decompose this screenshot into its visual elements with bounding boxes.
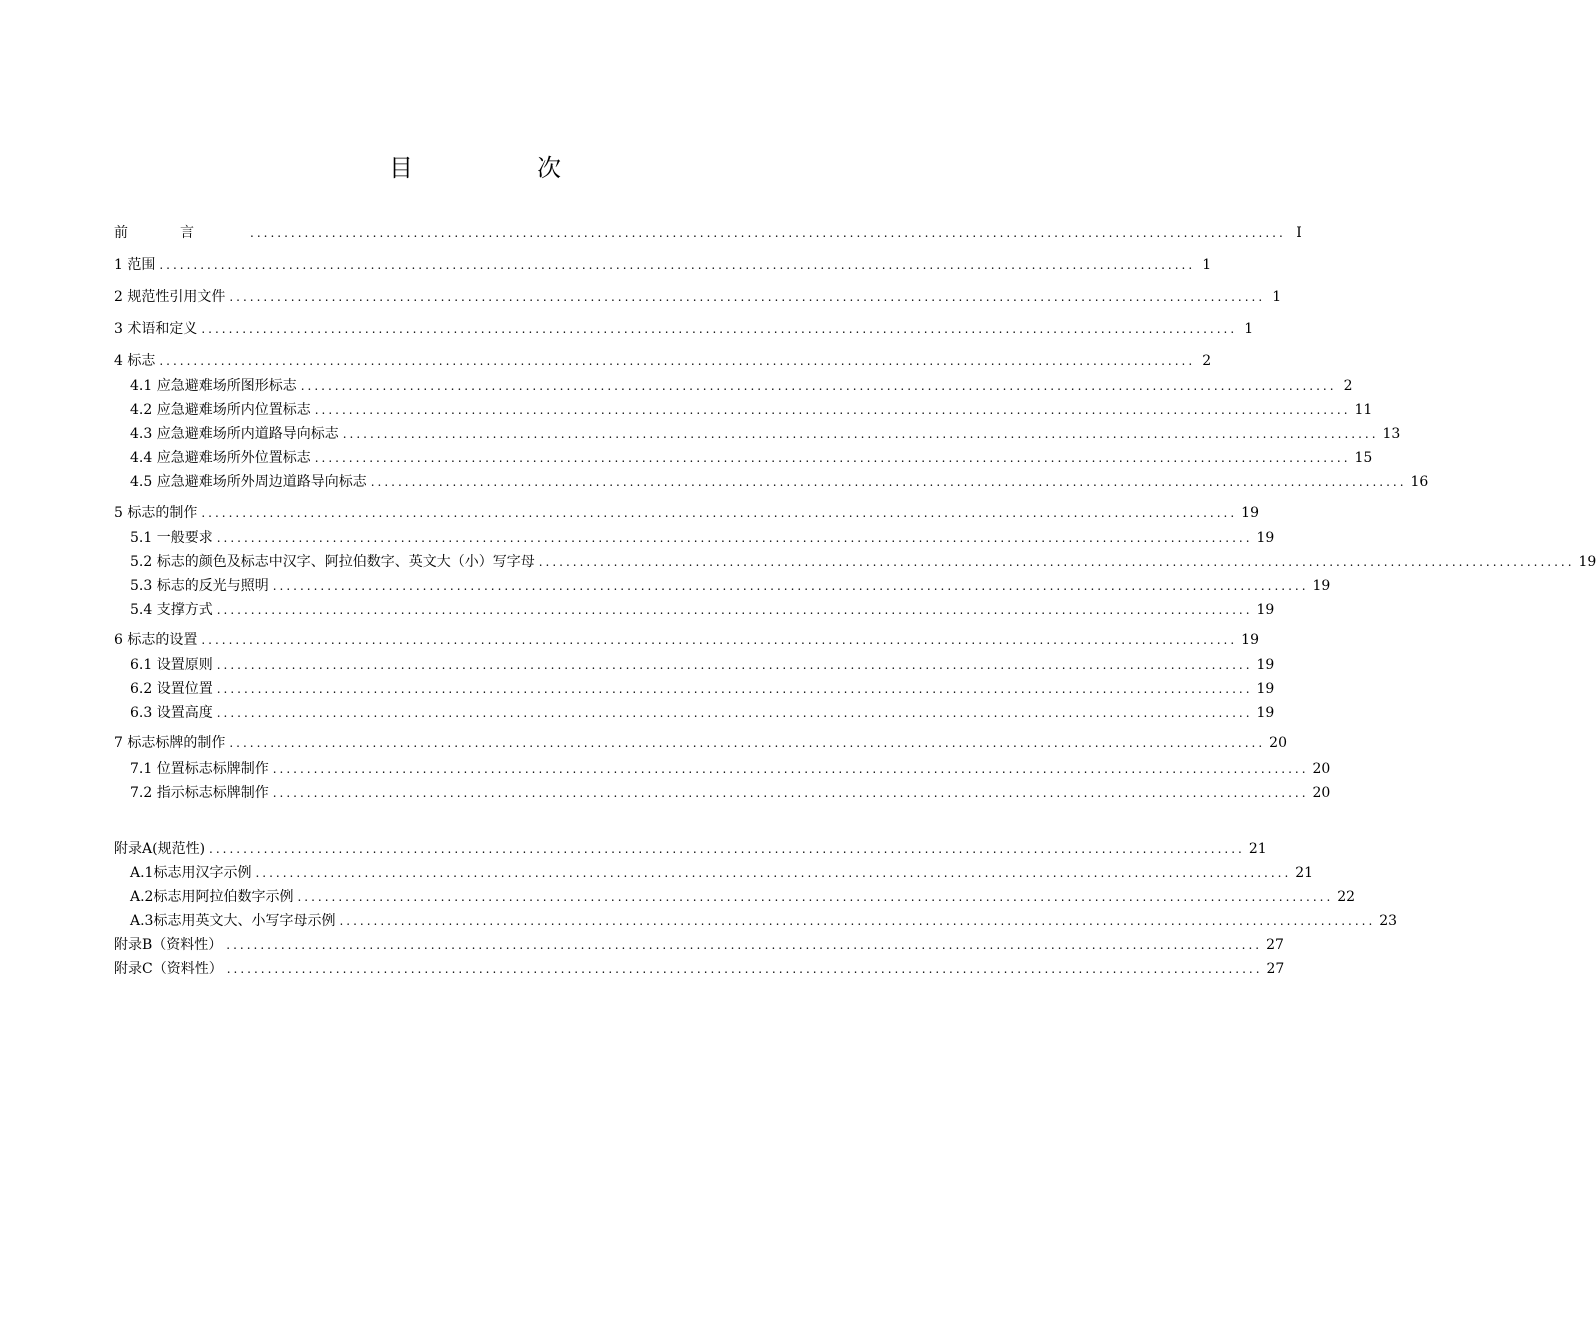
toc-entry-label: 附录B（资料性） — [114, 937, 223, 953]
toc-entry-page: 16 — [1410, 474, 1429, 490]
toc-leader: ........................................................................................................................................................ — [216, 531, 1253, 545]
toc-entry-page: 19 — [1256, 530, 1275, 546]
toc-entry-label: 附录C（资料性） — [114, 961, 223, 977]
toc-leader: ........................................................................................................................................................ — [272, 762, 1309, 776]
toc-entry-label: 6.2 设置位置 — [130, 681, 213, 697]
toc-entry-appendix[interactable] — [114, 956, 1285, 978]
toc-leader: ........................................................................................................................................................ — [216, 706, 1253, 720]
toc-entry-page: 22 — [1337, 889, 1356, 905]
toc-entry[interactable] — [114, 730, 1287, 752]
toc-leader: ........................................................................................................................................................ — [342, 427, 1379, 441]
toc-entry-label: 4.5 应急避难场所外周边道路导向标志 — [130, 474, 367, 490]
toc-entry-page: 19 — [1241, 632, 1259, 648]
toc-entry-page: 2 — [1343, 378, 1353, 394]
toc-entry[interactable] — [114, 284, 1282, 306]
toc-subentry[interactable] — [114, 756, 1331, 778]
toc-leader: ........................................................................................................................................................ — [272, 579, 1309, 593]
toc-leader: ........................................................................................................................................................ — [159, 258, 1196, 272]
toc-leader: ........................................................................................................................................................ — [255, 866, 1292, 880]
toc-leader: ........................................................................................................................................................ — [226, 938, 1263, 952]
toc-entry-page: 20 — [1312, 785, 1331, 801]
toc-entry-page: 1 — [1244, 321, 1254, 337]
toc-subentry[interactable] — [114, 421, 1401, 443]
toc-leader: ........................................................................................................................................................ — [229, 290, 1266, 304]
toc-leader: ........................................................................................................................................................ — [538, 555, 1575, 569]
toc-subentry[interactable] — [114, 652, 1275, 674]
toc-subentry[interactable] — [114, 908, 1398, 930]
toc-entry-label: 5.2 标志的颜色及标志中汉字、阿拉伯数字、英文大（小）写字母 — [130, 554, 535, 570]
toc-subentry[interactable] — [114, 469, 1429, 491]
toc-entry-label: 5.4 支撑方式 — [130, 602, 213, 618]
toc-subentry[interactable] — [114, 884, 1356, 906]
toc-entry-appendix[interactable] — [114, 932, 1284, 954]
toc-entry-page: 19 — [1256, 602, 1275, 618]
toc-entry-page: 27 — [1266, 937, 1284, 953]
toc-entry-page: I — [1296, 225, 1302, 241]
toc-subentry[interactable] — [114, 373, 1353, 395]
toc-entry-page: 15 — [1354, 450, 1373, 466]
toc-entry-label: 附录A(规范性) — [114, 841, 206, 857]
toc-entry-label: 4.4 应急避难场所外位置标志 — [130, 450, 311, 466]
toc-leader: ........................................................................................................................................................ — [229, 736, 1266, 750]
toc-entry[interactable] — [114, 627, 1259, 649]
toc-entry-page: 20 — [1269, 735, 1287, 751]
toc-entry-page: 19 — [1578, 554, 1596, 570]
toc-entry-appendix[interactable] — [114, 836, 1267, 858]
toc-entry-label: 前言 — [114, 225, 246, 241]
toc-subentry[interactable] — [114, 573, 1331, 595]
toc-entry-page: 2 — [1202, 353, 1212, 369]
toc-entry-page: 21 — [1295, 865, 1314, 881]
toc-entry-page: 19 — [1256, 681, 1275, 697]
toc-entry-label: 4.1 应急避难场所图形标志 — [130, 378, 297, 394]
toc-leader: ........................................................................................................................................................ — [300, 379, 1337, 393]
toc-subentry[interactable] — [114, 549, 1596, 571]
toc-subentry[interactable] — [114, 397, 1373, 419]
toc-leader: ........................................................................................................................................................ — [201, 633, 1238, 647]
toc-leader: ........................................................................................................................................................ — [272, 786, 1309, 800]
toc-entry-label: A.3标志用英文大、小写字母示例 — [130, 913, 336, 929]
toc-subentry[interactable] — [114, 676, 1275, 698]
toc-entry-label: 1 范围 — [114, 257, 156, 273]
toc-subentry[interactable] — [114, 700, 1275, 722]
toc-entry-label: 7.2 指示标志标牌制作 — [130, 785, 269, 801]
toc-leader: ........................................................................................................................................................ — [297, 890, 1334, 904]
toc-entry-page: 27 — [1266, 961, 1285, 977]
toc-entry-label: 5.1 一般要求 — [130, 530, 213, 546]
toc-leader: ........................................................................................................................................................ — [216, 658, 1253, 672]
toc-entry-foreword[interactable] — [114, 220, 1302, 242]
toc-leader: ........................................................................................................................................................ — [216, 682, 1253, 696]
toc-leader: ........................................................................................................................................................ — [201, 506, 1238, 520]
toc-entry[interactable] — [114, 252, 1212, 274]
toc-entry-label: 2 规范性引用文件 — [114, 289, 226, 305]
toc-entry-label: 4.3 应急避难场所内道路导向标志 — [130, 426, 339, 442]
toc-entry-label: 5.3 标志的反光与照明 — [130, 578, 269, 594]
toc-entry[interactable] — [114, 348, 1212, 370]
toc-entry-page: 1 — [1272, 289, 1282, 305]
toc-entry-label: 4.2 应急避难场所内位置标志 — [130, 402, 311, 418]
toc-entry-page: 19 — [1256, 657, 1275, 673]
toc-entry-label: 6.3 设置高度 — [130, 705, 213, 721]
toc-leader: ........................................................................................................................................................ — [209, 842, 1245, 856]
toc-entry-label: 5 标志的制作 — [114, 505, 198, 521]
toc-entry-label: A.1标志用汉字示例 — [130, 865, 252, 881]
toc-entry-page: 19 — [1241, 505, 1259, 521]
toc-entry-page: 21 — [1248, 841, 1267, 857]
toc-leader: ........................................................................................................................................................ — [201, 322, 1238, 336]
toc-leader: ........................................................................................................................................................ — [339, 914, 1376, 928]
toc-subentry[interactable] — [114, 525, 1275, 547]
toc-leader: ........................................................................................................................................................ — [314, 451, 1351, 465]
toc-entry-page: 13 — [1382, 426, 1401, 442]
toc-entry[interactable] — [114, 500, 1259, 522]
toc-entry-label: 6 标志的设置 — [114, 632, 198, 648]
toc-leader: ........................................................................................................................................................ — [216, 603, 1253, 617]
toc-entry-page: 19 — [1256, 705, 1275, 721]
toc-entry-label: 6.1 设置原则 — [130, 657, 213, 673]
toc-entry-label: 7.1 位置标志标牌制作 — [130, 761, 269, 777]
toc-entry-label: 7 标志标牌的制作 — [114, 735, 226, 751]
toc-leader: ........................................................................................................................................................ — [314, 403, 1351, 417]
toc-leader: ........................................................................................................................................................ — [159, 354, 1196, 368]
toc-entry-page: 11 — [1354, 402, 1373, 418]
toc-subentry[interactable] — [114, 780, 1331, 802]
toc-entry-label: A.2标志用阿拉伯数字示例 — [130, 889, 294, 905]
toc-entry-label: 4 标志 — [114, 353, 156, 369]
toc-title: 目 次 — [389, 154, 611, 182]
toc-subentry[interactable] — [114, 445, 1373, 467]
toc-entry-page: 20 — [1312, 761, 1331, 777]
toc-entry-page: 1 — [1202, 257, 1212, 273]
toc-leader: ........................................................................................................................................................ — [226, 962, 1263, 976]
toc-leader: ........................................................................................................................................................ — [370, 475, 1407, 489]
toc-leader: ........................................................................................................................................................ — [250, 226, 1286, 240]
toc-entry-label: 3 术语和定义 — [114, 321, 198, 337]
toc-entry-page: 23 — [1379, 913, 1398, 929]
toc-subentry[interactable] — [114, 860, 1314, 882]
toc-entry[interactable] — [114, 316, 1254, 338]
toc-subentry[interactable] — [114, 597, 1275, 619]
toc-entry-page: 19 — [1312, 578, 1331, 594]
